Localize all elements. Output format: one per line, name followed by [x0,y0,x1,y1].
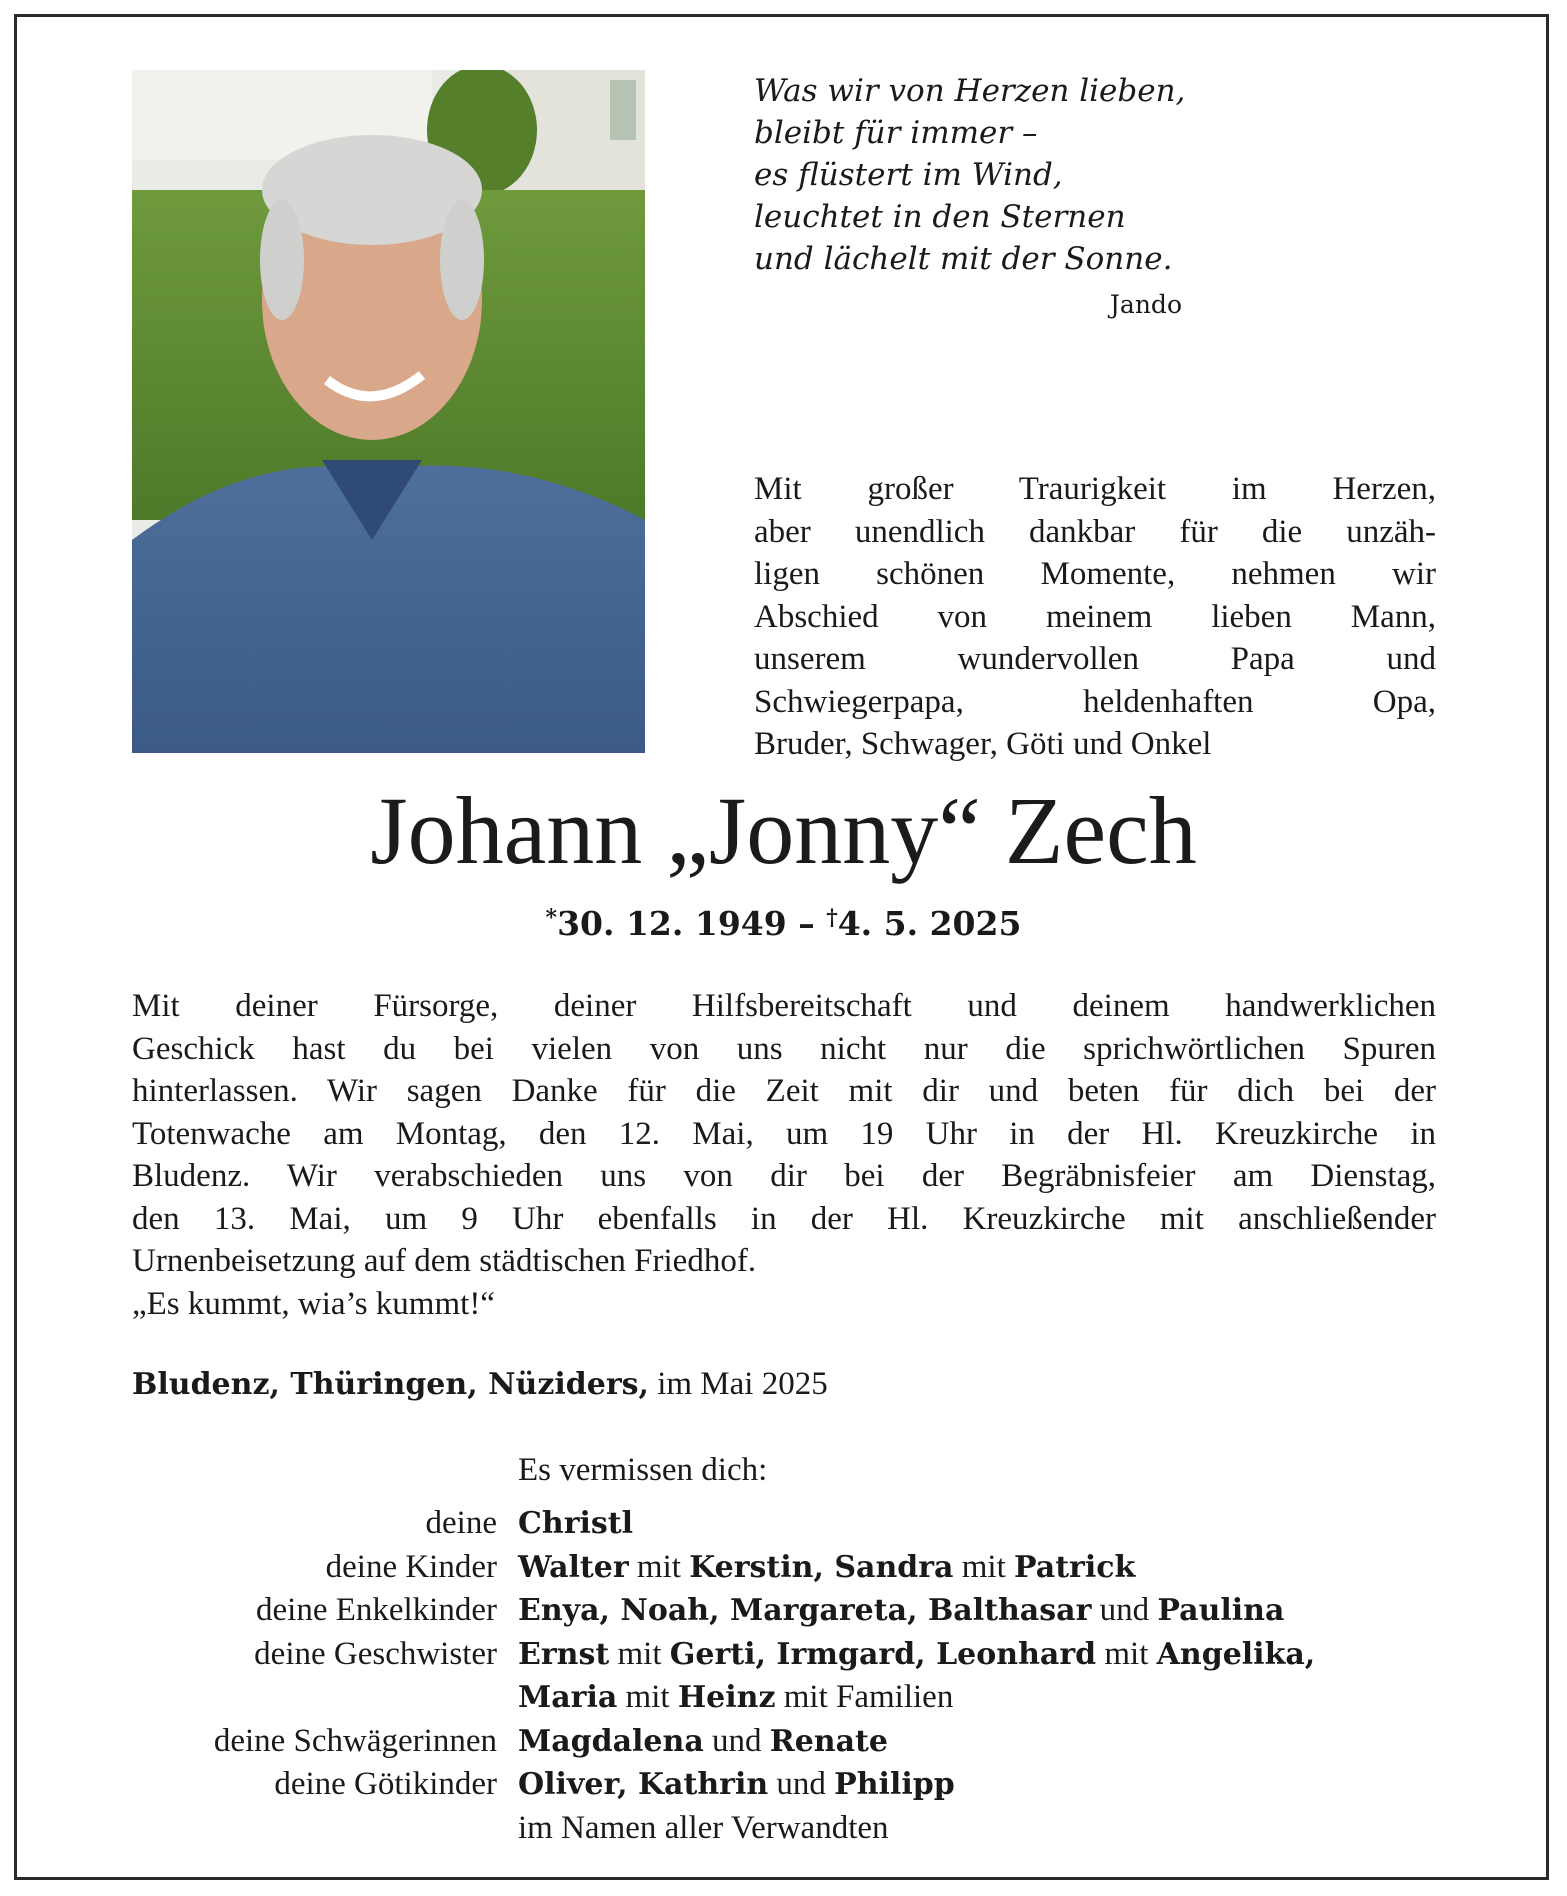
mourner-name: Patrick [1014,1549,1136,1585]
mourner-connector: mit [628,1548,690,1585]
intro-line: aber unendlich dankbar für die unzäh- [754,513,1436,550]
intro-line: unserem wundervollen Papa und [754,641,1436,677]
mourner-connector: und [703,1722,770,1759]
mourner-name: Philipp [834,1767,955,1802]
mourner-name: Renate [769,1723,888,1759]
body-line: Bludenz. Wir verabschieden uns von dir bei der Begräbnisfeier am Dienstag, [132,1158,1436,1194]
place-date [132,1366,828,1403]
mourner-names [518,1720,1462,1764]
mourner-role: deine Enkelkinder [256,1592,497,1628]
mourner-row [132,1546,1462,1590]
mourner-role [132,1676,518,1720]
date-separator: – [786,904,827,943]
mourner-name: Maria [518,1680,618,1715]
poem-line: leuchtet in den Sternen [754,199,1126,235]
mourner-connector: mit [609,1635,670,1672]
mourner-role: deine Kinder [325,1548,497,1585]
intro-paragraph [754,468,1436,766]
body-paragraph [132,985,1436,1325]
mourner-row [132,1807,1462,1850]
mourner-connector: mit [617,1679,678,1715]
mourner-role: deine [425,1505,497,1541]
mourner-names [518,1502,1462,1546]
body-line: Totenwache am Montag, den 12. Mai, um 19 Uhr in der Hl. Kreuzkirche in [132,1115,1436,1152]
mourner-row [132,1763,1462,1807]
mourner-role: deine Götikinder [274,1766,497,1802]
poem-line: und lächelt mit der Sonne. [754,241,1173,277]
mourner-name: Angelika, [1156,1636,1316,1672]
intro-line: Mit großer Traurigkeit im Herzen, [754,471,1436,507]
mourner-connector: mit [1096,1635,1157,1672]
mourners-intro: Es vermissen dich: [518,1452,768,1488]
body-line: „Es kummt, wia’s kummt!“ [132,1285,495,1322]
poem-line: es flüstert im Wind, [754,157,1063,193]
mourner-role: deine Geschwister [254,1635,497,1672]
mourner-row [132,1502,1462,1546]
mourner-name: Walter [518,1549,629,1585]
mourner-names [518,1676,1462,1720]
place-towns: Bludenz, Thüringen, Nüziders, [132,1367,649,1402]
body-line: hinterlassen. Wir sagen Danke für die Zeit mit dir und beten für dich bei der [132,1073,1436,1109]
body-line: Geschick hast du bei vielen von uns nicht nur die sprichwörtlichen Spuren [132,1030,1436,1067]
mourner-row [132,1720,1462,1764]
intro-line: Abschied von meinem lieben Mann, [754,598,1436,635]
mourner-connector: und [768,1766,835,1802]
deceased-name: Johann „Jonny“ Zech [370,777,1197,884]
mourner-name: Oliver, Kathrin [518,1767,769,1802]
mourner-name: Paulina [1157,1593,1285,1628]
mourner-row [132,1633,1462,1677]
mourner-name: Heinz [677,1680,776,1715]
mourners-list [132,1502,1462,1849]
mourner-connector: mit [953,1548,1014,1585]
death-symbol: † [826,905,838,931]
mourner-name: Enya, Noah, Margareta, Balthasar [518,1593,1092,1628]
intro-line: Schwiegerpapa, heldenhaften Opa, [754,683,1436,720]
mourner-name: Magdalena [518,1723,704,1759]
mourner-role [132,1807,518,1850]
life-dates [0,904,1567,943]
intro-line: ligen schönen Momente, nehmen wir [754,556,1436,592]
birth-date: 30. 12. 1949 [557,904,787,943]
poem-line: Was wir von Herzen lieben, [754,73,1186,109]
mourner-row [132,1676,1462,1720]
poem [754,70,1224,280]
mourner-name: Kerstin, Sandra [689,1549,954,1585]
intro-line: Bruder, Schwager, Göti und Onkel [754,726,1212,762]
body-line: Urnenbeisetzung auf dem städtischen Friedhof. [132,1243,757,1279]
mourner-row [132,1589,1462,1633]
mourner-names [518,1633,1462,1677]
body-line: den 13. Mai, um 9 Uhr ebenfalls in der Hl. Kreuzkirche mit anschließender [132,1200,1436,1237]
portrait-photo [132,70,645,753]
mourner-name: Christl [518,1506,634,1541]
mourner-names [518,1763,1462,1807]
poem-line: bleibt für immer – [754,115,1038,151]
mourner-connector: mit Familien [775,1679,954,1715]
death-date: 4. 5. 2025 [837,904,1022,943]
birth-symbol: * [545,905,558,931]
mourner-name: Gerti, Irmgard, Leonhard [669,1636,1097,1672]
mourner-names [518,1807,1462,1850]
mourner-connector: und [1091,1592,1158,1628]
poem-author: Jando [1109,290,1182,319]
mourner-name: Ernst [518,1636,610,1672]
mourner-names [518,1589,1462,1633]
place-month: im Mai 2025 [648,1366,828,1402]
mourner-role: deine Schwägerinnen [213,1722,497,1759]
mourner-names [518,1546,1462,1590]
body-line: Mit deiner Fürsorge, deiner Hilfsbereitschaft und deinem handwerklichen [132,988,1436,1024]
mourner-connector: im Namen aller Verwandten [518,1809,889,1846]
